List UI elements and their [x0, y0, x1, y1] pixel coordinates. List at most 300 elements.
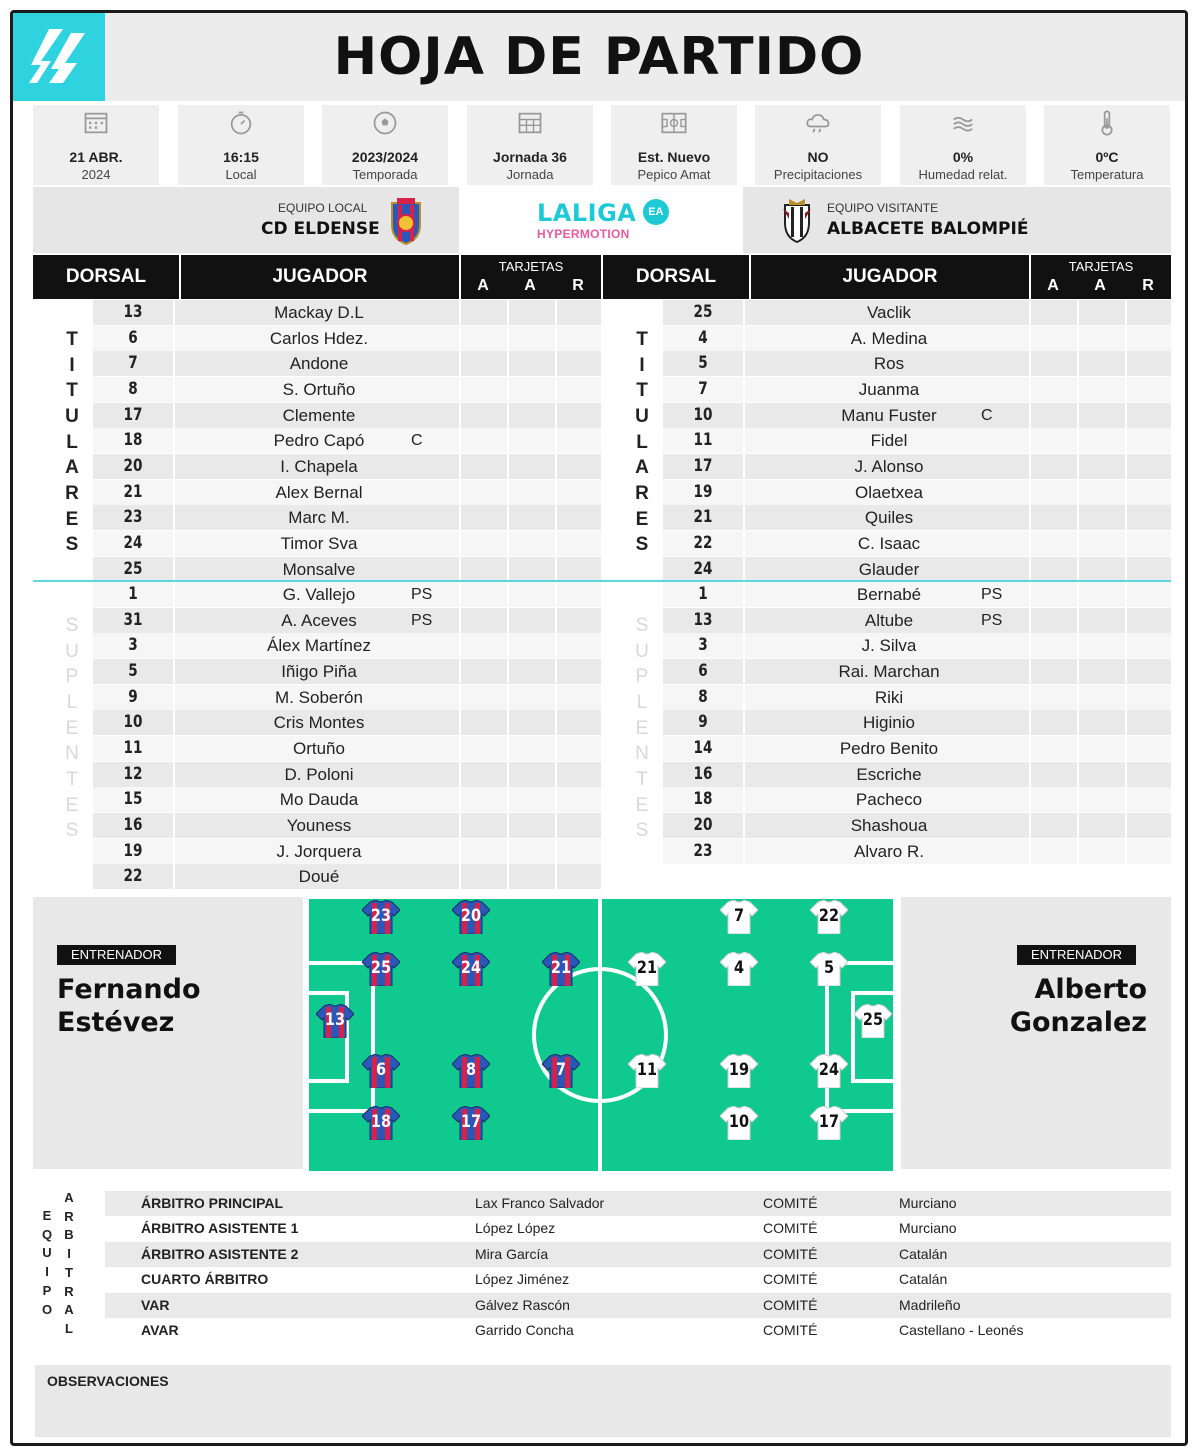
card-cell	[459, 710, 507, 735]
player-number: 18	[693, 789, 713, 810]
card-cell	[555, 864, 601, 889]
player-name: A. Aceves	[281, 610, 357, 630]
referee-name: Mira García	[475, 1245, 549, 1262]
shirt-number: 7	[555, 1060, 567, 1080]
card-cell	[1029, 557, 1077, 582]
player-row	[663, 813, 1171, 838]
card-yellow-2-header: A	[1094, 277, 1106, 294]
player-row	[93, 839, 601, 864]
referee-role: VAR	[141, 1296, 170, 1313]
card-cell	[1029, 505, 1077, 530]
card-cell	[1077, 736, 1125, 761]
titulares-letter: A	[65, 457, 79, 479]
home-shirt-icon	[542, 952, 580, 986]
player-name: Carlos Hdez.	[269, 328, 369, 348]
player-name: Shashoua	[850, 816, 928, 835]
player-flag: PS	[981, 611, 1003, 629]
observations-panel	[35, 1365, 1171, 1437]
home-table-header	[33, 255, 601, 299]
player-row	[93, 428, 601, 453]
equipo-letter: I	[45, 1264, 49, 1280]
info-box	[1044, 105, 1170, 185]
card-cell	[1125, 787, 1171, 812]
card-cell	[555, 839, 601, 864]
away-coach-last: Gonzalez	[1009, 1007, 1147, 1038]
card-cell	[1125, 454, 1171, 479]
home-shirt-icon	[362, 900, 400, 934]
player-row	[93, 633, 601, 658]
player-number: 6	[128, 327, 138, 348]
player-number: 5	[698, 353, 708, 374]
card-cell	[1077, 428, 1125, 453]
card-cell	[507, 351, 555, 376]
info-caption: Pepico Amat	[637, 167, 711, 182]
referee-comite: COMITÉ	[763, 1271, 818, 1288]
shirt-number: 18	[370, 1112, 392, 1132]
player-name: Youness	[286, 816, 352, 835]
info-box	[33, 105, 159, 185]
shirt-number: 19	[728, 1060, 750, 1080]
player-number: 19	[693, 481, 713, 502]
away-team-crest	[781, 197, 813, 248]
referee-region: Murciano	[899, 1220, 957, 1237]
player-number: 11	[693, 430, 713, 451]
player-name: Manu Fuster	[841, 405, 937, 425]
shirt-number: 24	[818, 1060, 840, 1080]
card-red-header: R	[1142, 277, 1154, 294]
league-logo-sub: HYPERMOTION	[537, 227, 630, 241]
home-team-label: EQUIPO LOCAL	[278, 201, 368, 215]
player-number: 21	[693, 507, 713, 528]
player-row	[663, 505, 1171, 530]
calendar-grid-icon	[516, 109, 544, 137]
card-cell	[1077, 787, 1125, 812]
home-shirt-icon	[316, 1004, 354, 1038]
referee-comite: COMITÉ	[763, 1322, 818, 1338]
player-name: G. Vallejo	[282, 585, 356, 605]
card-cell	[1077, 480, 1125, 505]
info-value: Est. Nuevo	[637, 149, 711, 165]
card-cell	[459, 633, 507, 658]
card-cell	[1029, 351, 1077, 376]
card-cell	[507, 839, 555, 864]
referee-row	[105, 1293, 1171, 1318]
card-cell	[1029, 685, 1077, 710]
card-cell	[507, 659, 555, 684]
player-number: 3	[698, 635, 708, 656]
referee-region: Madrileño	[899, 1296, 961, 1313]
calendar-icon	[82, 109, 110, 137]
player-name: Doué	[298, 867, 340, 887]
card-cell	[1077, 557, 1125, 582]
card-cell	[459, 659, 507, 684]
shirt-number: 25	[370, 958, 392, 978]
player-row	[93, 710, 601, 735]
shirt-number: 25	[862, 1010, 884, 1030]
player-name: J. Jorquera	[276, 841, 362, 861]
dorsal-header: DORSAL	[65, 266, 147, 287]
info-value: 2023/2024	[351, 149, 419, 165]
pitch-icon	[660, 109, 688, 137]
away-team-name: ALBACETE BALOMPIÉ	[827, 219, 1029, 239]
titulares-letter: E	[635, 508, 649, 530]
player-number: 5	[128, 661, 138, 682]
referee-role: AVAR	[141, 1322, 179, 1338]
suplentes-letter: S	[635, 820, 649, 842]
player-name: Rai. Marchan	[838, 662, 940, 682]
away-coach-label: ENTRENADOR	[1017, 945, 1136, 965]
shirt-number: 7	[733, 906, 745, 926]
referee-role: ÁRBITRO PRINCIPAL	[141, 1195, 284, 1211]
suplentes-letter: U	[635, 640, 649, 662]
shirt-number: 17	[818, 1112, 840, 1132]
player-row	[93, 762, 601, 787]
player-number: 19	[123, 840, 143, 861]
referee-region: Castellano - Leonés	[899, 1322, 1024, 1338]
player-name: Alvaro R.	[854, 841, 924, 861]
equipo-letter: P	[42, 1282, 52, 1298]
player-number: 16	[693, 763, 713, 784]
card-cell	[507, 736, 555, 761]
card-cell	[555, 403, 601, 428]
referee-name: Gálvez Rascón	[475, 1296, 570, 1313]
info-value: 16:15	[223, 149, 259, 165]
arbitral-letter: L	[65, 1320, 73, 1336]
card-cell	[1125, 582, 1171, 607]
player-name: Mackay D.L	[274, 303, 364, 322]
equipo-letter: O	[41, 1301, 53, 1317]
card-cell	[1029, 839, 1077, 864]
card-cell	[1125, 839, 1171, 864]
card-cell	[1125, 633, 1171, 658]
card-cell	[1077, 839, 1125, 864]
card-cell	[1077, 762, 1125, 787]
card-cell	[555, 710, 601, 735]
away-shirt-icon	[720, 1106, 758, 1140]
referee-name: López López	[475, 1220, 556, 1237]
away-shirt-icon	[628, 1054, 666, 1088]
card-cell	[1029, 454, 1077, 479]
away-shirt-icon	[810, 1106, 848, 1140]
card-cell	[555, 813, 601, 838]
card-cell	[1077, 582, 1125, 607]
player-name: Quiles	[864, 508, 914, 528]
rain-cloud-icon	[804, 109, 832, 137]
card-cell	[1029, 300, 1077, 325]
player-name: Juanma	[858, 379, 920, 399]
card-red-header: R	[572, 277, 584, 294]
card-cell	[555, 531, 601, 556]
card-cell	[555, 633, 601, 658]
home-shirt-icon	[362, 1054, 400, 1088]
suplentes-letter: S	[65, 820, 79, 842]
player-row	[93, 531, 601, 556]
away-shirt-icon	[720, 952, 758, 986]
info-caption: 2024	[81, 167, 111, 182]
suplentes-letter: P	[65, 666, 79, 688]
league-logo	[537, 199, 669, 241]
shirt-number: 11	[636, 1060, 658, 1080]
card-cell	[459, 864, 507, 889]
player-number: 23	[693, 840, 713, 861]
card-cell	[459, 454, 507, 479]
player-name: Escriche	[856, 764, 922, 784]
card-cell	[1125, 505, 1171, 530]
dorsal-header: DORSAL	[635, 266, 717, 287]
arbitral-letter: R	[64, 1208, 74, 1224]
home-shirt-icon	[362, 1106, 400, 1140]
player-number: 17	[123, 404, 143, 425]
card-cell	[555, 480, 601, 505]
card-cell	[507, 557, 555, 582]
shirt-number: 8	[465, 1060, 477, 1080]
player-row	[663, 326, 1171, 351]
player-row	[93, 659, 601, 684]
referee-row	[105, 1267, 1171, 1292]
card-cell	[1077, 531, 1125, 556]
player-name: Pacheco	[855, 790, 923, 810]
player-number: 22	[693, 532, 713, 553]
card-cell	[1029, 633, 1077, 658]
player-name: Alex Bernal	[275, 482, 363, 502]
titulares-letter: L	[66, 431, 78, 453]
player-row	[93, 813, 601, 838]
arbitral-letter: R	[64, 1283, 74, 1299]
titulares-letter: S	[65, 534, 79, 556]
referee-name: Lax Franco Salvador	[475, 1195, 605, 1211]
player-row	[663, 659, 1171, 684]
player-number: 8	[698, 686, 708, 707]
card-cell	[459, 428, 507, 453]
player-number: 4	[698, 327, 708, 348]
card-cell	[507, 633, 555, 658]
referee-comite: COMITÉ	[763, 1296, 818, 1313]
referee-region: Catalán	[899, 1271, 948, 1288]
card-cell	[1125, 685, 1171, 710]
titulares-letter: I	[639, 354, 645, 376]
pitch-lineup	[309, 899, 893, 1171]
player-row	[663, 557, 1171, 582]
card-cell	[555, 659, 601, 684]
arbitral-letter: A	[64, 1190, 74, 1205]
referee-region: Murciano	[899, 1195, 957, 1211]
home-shirt-icon	[362, 952, 400, 986]
card-cell	[459, 300, 507, 325]
card-cell	[1077, 608, 1125, 633]
player-name: J. Silva	[861, 636, 917, 656]
card-cell	[459, 505, 507, 530]
player-number: 7	[128, 353, 138, 374]
card-cell	[507, 762, 555, 787]
card-cell	[1029, 403, 1077, 428]
card-cell	[507, 480, 555, 505]
card-cell	[1029, 710, 1077, 735]
player-number: 14	[693, 738, 713, 759]
info-caption: Humedad relat.	[918, 167, 1008, 182]
card-cell	[1077, 633, 1125, 658]
card-cell	[1029, 659, 1077, 684]
player-name: Glauder	[858, 559, 920, 579]
player-number: 13	[123, 302, 143, 322]
card-cell	[507, 864, 555, 889]
player-name: Vaclik	[866, 303, 912, 322]
card-cell	[507, 710, 555, 735]
player-number: 10	[693, 404, 713, 425]
referee-comite: COMITÉ	[763, 1245, 818, 1262]
player-number: 20	[693, 815, 713, 835]
referee-comite: COMITÉ	[763, 1220, 818, 1237]
player-name: Mo Dauda	[279, 790, 359, 810]
suplentes-letter: L	[636, 691, 648, 713]
referee-region: Catalán	[899, 1245, 948, 1262]
card-cell	[1077, 326, 1125, 351]
player-number: 7	[698, 378, 708, 399]
card-cell	[1125, 608, 1171, 633]
player-name: Monsalve	[282, 559, 356, 579]
arbitral-letter: T	[65, 1264, 73, 1280]
home-shirt-icon	[452, 1054, 490, 1088]
info-value: 0ºC	[1095, 149, 1119, 165]
player-name: M. Soberón	[275, 687, 363, 707]
card-cell	[507, 403, 555, 428]
card-cell	[1077, 351, 1125, 376]
card-cell	[459, 787, 507, 812]
card-cell	[507, 505, 555, 530]
card-cell	[459, 762, 507, 787]
player-name: J. Alonso	[854, 456, 924, 476]
shirt-number: 10	[728, 1112, 750, 1132]
laliga-logo-icon	[27, 27, 91, 87]
referee-row	[105, 1318, 1171, 1343]
card-cell	[1077, 659, 1125, 684]
player-name: C. Isaac	[857, 533, 921, 553]
titulares-letter: L	[636, 431, 648, 453]
away-shirt-icon	[810, 900, 848, 934]
card-cell	[1029, 428, 1077, 453]
card-cell	[555, 787, 601, 812]
player-row	[663, 633, 1171, 658]
player-row	[663, 685, 1171, 710]
player-number: 11	[123, 738, 143, 759]
player-flag: PS	[411, 586, 433, 604]
player-number: 8	[128, 378, 138, 399]
info-value: NO	[807, 149, 829, 165]
card-cell	[1125, 300, 1171, 325]
player-number: 24	[693, 558, 713, 579]
shirt-number: 21	[636, 958, 658, 978]
observations-label: OBSERVACIONES	[47, 1373, 169, 1389]
card-cell	[459, 839, 507, 864]
home-coach-label: ENTRENADOR	[57, 945, 176, 965]
card-cell	[1125, 736, 1171, 761]
card-cell	[459, 582, 507, 607]
albacete-crest-icon	[781, 197, 813, 243]
player-row	[93, 377, 601, 402]
card-cell	[1029, 608, 1077, 633]
equipo-letter: E	[42, 1208, 52, 1223]
card-cell	[459, 531, 507, 556]
info-caption: Local	[225, 167, 257, 182]
card-cell	[1125, 762, 1171, 787]
card-cell	[555, 608, 601, 633]
player-name: Higinio	[863, 713, 915, 733]
info-box	[755, 105, 881, 185]
referee-role: CUARTO ÁRBITRO	[141, 1271, 269, 1288]
player-name: Álex Martínez	[267, 636, 371, 656]
player-name: Olaetxea	[854, 482, 924, 502]
player-name: Clemente	[282, 405, 356, 425]
info-box	[611, 105, 737, 185]
player-flag: C	[411, 432, 423, 450]
player-number: 13	[693, 609, 713, 630]
card-cell	[555, 428, 601, 453]
titulares-letter: R	[635, 482, 649, 504]
suplentes-letter: E	[65, 794, 79, 816]
away-shirt-icon	[628, 952, 666, 986]
player-name: Fidel	[870, 431, 908, 451]
ea-badge: EA	[643, 199, 669, 225]
card-cell	[507, 300, 555, 325]
away-shirt-icon	[720, 1054, 758, 1088]
player-number: 31	[123, 609, 143, 630]
referee-role: ÁRBITRO ASISTENTE 1	[141, 1220, 299, 1237]
info-value: Jornada 36	[493, 149, 567, 165]
player-row	[93, 736, 601, 761]
player-name: Andone	[289, 354, 349, 374]
away-shirt-icon	[854, 1004, 892, 1038]
equipo-letter: U	[42, 1245, 52, 1261]
shirt-number: 4	[733, 958, 745, 978]
player-flag: PS	[981, 586, 1003, 604]
card-cell	[1125, 659, 1171, 684]
player-row	[663, 710, 1171, 735]
player-number: 20	[123, 455, 143, 476]
player-row	[93, 787, 601, 812]
suplentes-letter: N	[65, 743, 79, 765]
player-name: Cris Montes	[273, 713, 365, 733]
player-row	[663, 428, 1171, 453]
tarjetas-header: TARJETAS	[498, 259, 564, 274]
suplentes-letter: N	[635, 743, 649, 765]
shirt-number: 21	[550, 958, 572, 978]
card-cell	[459, 557, 507, 582]
info-caption: Precipitaciones	[773, 167, 863, 182]
card-cell	[1029, 736, 1077, 761]
away-table-header	[603, 255, 1171, 299]
jugador-header: JUGADOR	[842, 266, 938, 287]
player-row	[93, 351, 601, 376]
player-number: 18	[123, 430, 143, 451]
referee-row	[105, 1216, 1171, 1241]
card-cell	[459, 403, 507, 428]
player-number: 23	[123, 507, 143, 528]
suplentes-letter: E	[635, 794, 649, 816]
stopwatch-icon	[227, 109, 255, 137]
referee-comite: COMITÉ	[763, 1195, 818, 1211]
card-cell	[459, 813, 507, 838]
player-row	[93, 480, 601, 505]
card-cell	[1077, 403, 1125, 428]
card-cell	[507, 787, 555, 812]
player-row	[663, 608, 1171, 633]
tarjetas-header: TARJETAS	[1068, 259, 1134, 274]
suplentes-letter: T	[636, 768, 648, 790]
card-cell	[555, 454, 601, 479]
card-cell	[459, 326, 507, 351]
starters-subs-divider	[33, 580, 1171, 582]
player-number: 21	[123, 481, 143, 502]
away-shirt-icon	[810, 952, 848, 986]
